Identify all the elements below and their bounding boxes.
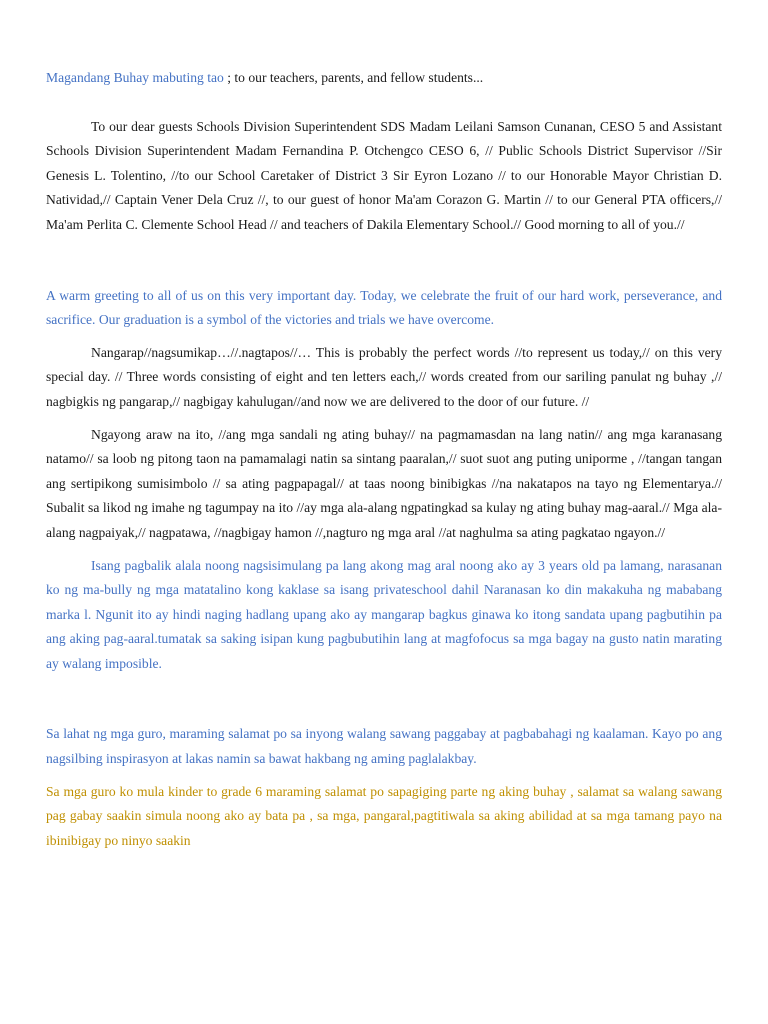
paragraph-nangarap: Nangarap//nagsumikap…//.nagtapos//… This is probably the perfect words //to represent us today,// on this very special day. // Three words consisting of eight and ten letters each,// words created from our sariling panulat ng buhay ,// nagbigkis ng pangarap,// nagbigay kahulugan//and now we are delivered to the door of our future. // (46, 344, 722, 409)
paragraph-ngayong: Ngayong araw na ito, //ang mga sandali ng ating buhay// na pagmamasdan na lang natin// ang mga karanasang natamo// sa loob ng pitong taon na pamamalagi natin sa sintang paaralan,// suot suot ang puting uniporme , //tangan tangan ang sertipikong sumisimbolo // sa ating pagpapagal// at taas noong binibigkas //na nakatapos na tayo ng Elementarya.// Subalit sa likod ng imahe ng tagumpay na ito //ay mga ala-alang ngpatingkad sa kulay ng ating buhay mag-aaral.// Mga ala-alang nagpaiyak,// nagpatawa, //nagbigay hamon //,nagturo ng mga aral //at naghulma sa ating pagkatao ngayon.// (46, 426, 722, 540)
opening-rest: ; to our teachers, parents, and fellow students... (223, 70, 484, 85)
paragraph-kinder-grade6: Sa mga guro ko mula kinder to grade 6 maraming salamat po sapagiging parte ng aking buhay , salamat sa walang sawang pag gabay saakin simula noong ako ay bata pa , sa mga, pangaral,pagtitiwala sa aking abilidad at sa mga tamang payo na ibinibigay po ninyo saakin (46, 783, 722, 848)
opening-line (46, 66, 722, 91)
paragraph-pagbalik-alala: Isang pagbalik alala noong nagsisimulang pa lang akong mag aral noong ako ay 3 years old pa lamang, narasanan ko ng ma-bully ng mga matatalino kong kaklase sa isang privateschool dahil Naranasan ko din makakuha ng mababang marka l. Ngunit ito ay hindi naging hadlang upang ako ay mangarap bagkus ginawa ko itong sandata upang pagbutihin pa ang aking pag-aaral.tumatak sa saking isipan kung pagbubutihin lang at magfofocus sa mga bagay na gusto natin marating ay walang imposible. (46, 557, 722, 671)
paragraph-warm-greeting: A warm greeting to all of us on this very important day. Today, we celebrate the fruit of our hard work, perseverance, and sacrifice. Our graduation is a symbol of the victories and trials we have overcome. (46, 287, 722, 328)
paragraph-salamat-guro: Sa lahat ng mga guro, maraming salamat po sa inyong walang sawang paggabay at pagbabahagi ng kaalaman. Kayo po ang nagsilbing inspirasyon at lakas namin sa bawat hakbang ng aming paglalakbay. (46, 726, 722, 767)
paragraph-guests: To our dear guests Schools Division Superintendent SDS Madam Leilani Samson Cunanan, CESO 5 and Assistant Schools Division Superintendent Madam Fernandina P. Otchengco CESO 6, // Public Schools District Supervisor //Sir Genesis L. Tolentino, //to our School Caretaker of District 3 Sir Eyron Lozano // to our Honorable Mayor Christian D. Natividad,// Captain Vener Dela Cruz //, to our guest of honor Ma'am Corazon G. Martin // to our General PTA officers,// Ma'am Perlita C. Clemente School Head // and teachers of Dakila Elementary School.// Good morning to all of you.// (46, 118, 722, 232)
opening-greeting: Magandang Buhay mabuting tao (46, 70, 224, 85)
document-page (46, 66, 722, 853)
